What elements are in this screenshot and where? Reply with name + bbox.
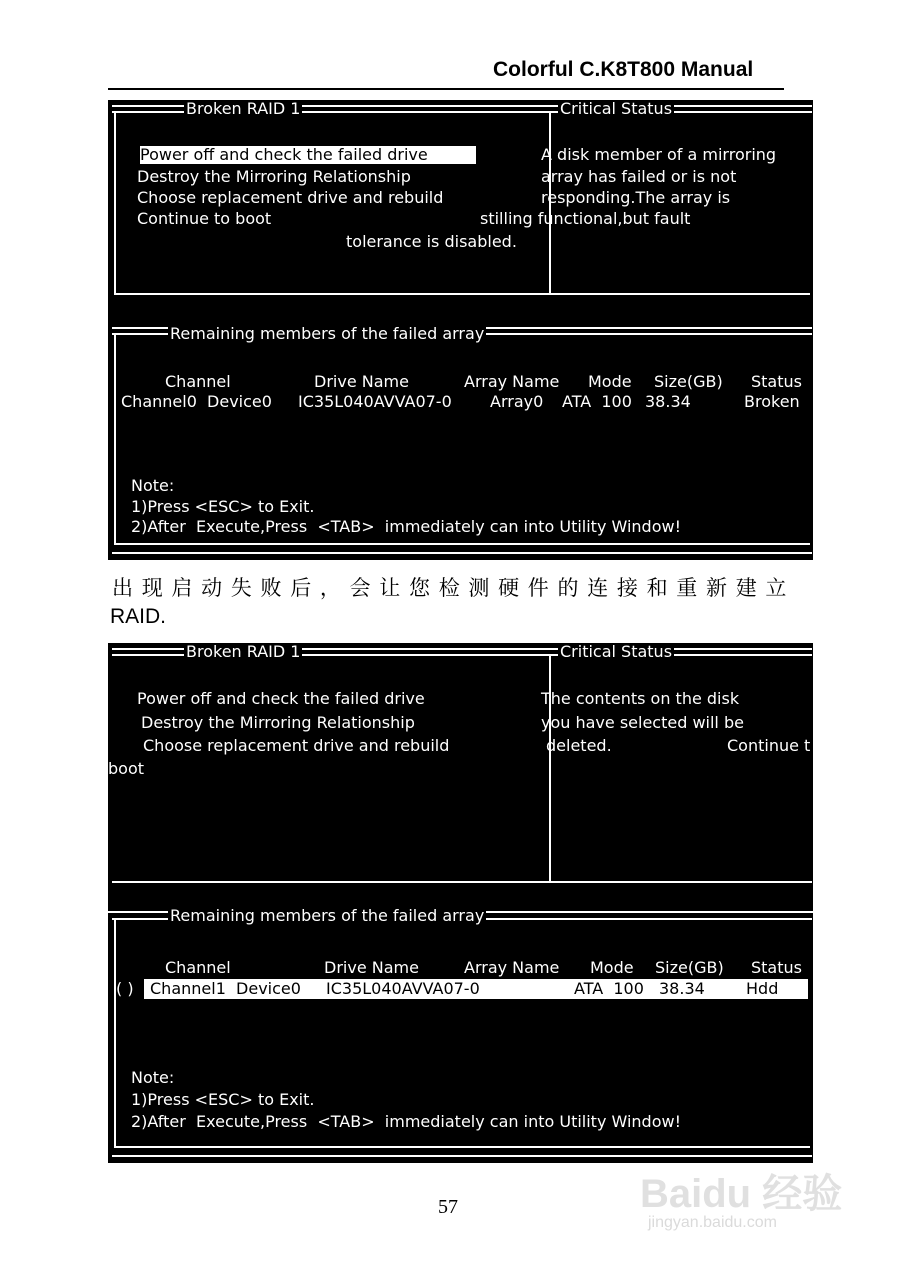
column-header-size: Size(GB) xyxy=(655,958,724,977)
column-header-array-name: Array Name xyxy=(464,958,560,977)
table-cell-size: 38.34 xyxy=(659,979,705,998)
table-cell-mode: ATA 100 xyxy=(574,979,644,998)
frame-line xyxy=(114,111,116,295)
page-number: 57 xyxy=(438,1196,458,1218)
table-cell-drive-name: IC35L040AVVA07-0 xyxy=(298,392,452,411)
menu-item-power-off[interactable]: Power off and check the failed drive xyxy=(140,146,476,164)
column-header-channel: Channel xyxy=(165,372,231,391)
frame-line xyxy=(112,552,812,554)
frame-line xyxy=(114,333,116,543)
menu-item-continue-boot-wrap[interactable]: boot xyxy=(108,759,145,778)
table-cell-size: 38.34 xyxy=(645,392,691,411)
menu-item-continue-boot[interactable]: Continue to boot xyxy=(137,209,272,228)
note-label: Note: xyxy=(131,476,175,495)
table-cell-status: Hdd xyxy=(746,979,779,998)
manual-title: Colorful C.K8T800 Manual xyxy=(493,58,754,81)
column-header-mode: Mode xyxy=(590,958,634,977)
panel-title-broken-raid: Broken RAID 1 xyxy=(186,642,301,661)
column-header-drive-name: Drive Name xyxy=(324,958,419,977)
frame-line xyxy=(112,881,812,883)
table-cell-drive-name: IC35L040AVVA07-0 xyxy=(326,979,480,998)
watermark-logo: Baidu 经验 xyxy=(640,1172,843,1216)
column-header-drive-name: Drive Name xyxy=(314,372,409,391)
status-text-line: The contents on the disk xyxy=(541,689,740,708)
status-text-line: tolerance is disabled. xyxy=(346,232,517,251)
panel-title-critical-status: Critical Status xyxy=(560,99,673,118)
status-text-line: responding.The array is xyxy=(541,188,731,207)
column-header-size: Size(GB) xyxy=(654,372,723,391)
raid-screenshot-2 xyxy=(108,643,813,1163)
menu-item-rebuild[interactable]: Choose replacement drive and rebuild xyxy=(137,188,444,207)
table-row-selected[interactable] xyxy=(144,979,808,999)
body-text-raid: RAID. xyxy=(110,605,167,628)
note-label: Note: xyxy=(131,1068,175,1087)
menu-item-power-off[interactable]: Power off and check the failed drive xyxy=(137,689,425,708)
status-text-line: you have selected will be xyxy=(541,713,744,732)
status-text-line: array has failed or is not xyxy=(541,167,737,186)
column-header-status: Status xyxy=(751,958,802,977)
body-text-chinese: 出现启动失败后，会让您检测硬件的连接和重新建立 xyxy=(112,576,796,600)
table-cell-mode: ATA 100 xyxy=(562,392,632,411)
note-line: 2)After Execute,Press <TAB> immediately can into Utility Window! xyxy=(131,1112,681,1131)
frame-line xyxy=(114,543,810,545)
frame-line xyxy=(114,1146,810,1148)
status-text-line: stilling functional,but fault xyxy=(480,209,691,228)
status-text-line: A disk member of a mirroring xyxy=(541,145,777,164)
status-text-line: deleted. xyxy=(546,736,612,755)
baidu-watermark xyxy=(640,1150,860,1240)
column-header-status: Status xyxy=(751,372,802,391)
menu-item-destroy-mirror[interactable]: Destroy the Mirroring Relationship xyxy=(141,713,415,732)
menu-item-continue-boot[interactable]: Continue t xyxy=(727,736,811,755)
note-line: 2)After Execute,Press <TAB> immediately can into Utility Window! xyxy=(131,517,681,536)
menu-item-rebuild[interactable]: Choose replacement drive and rebuild xyxy=(143,736,450,755)
table-cell-array-name: Array0 xyxy=(490,392,544,411)
row-checkbox[interactable]: ( ) xyxy=(116,979,134,998)
table-cell-status: Broken xyxy=(744,392,800,411)
column-header-array-name: Array Name xyxy=(464,372,560,391)
table-cell-channel: Channel1 Device0 xyxy=(150,979,301,998)
note-line: 1)Press <ESC> to Exit. xyxy=(131,1090,315,1109)
watermark-url: jingyan.baidu.com xyxy=(648,1214,777,1231)
panel-title-broken-raid: Broken RAID 1 xyxy=(186,99,301,118)
frame-line xyxy=(114,293,810,295)
table-cell-channel: Channel0 Device0 xyxy=(121,392,272,411)
frame-line xyxy=(114,918,116,1148)
note-line: 1)Press <ESC> to Exit. xyxy=(131,497,315,516)
raid-screenshot-1 xyxy=(108,100,813,560)
panel-title-remaining-members: Remaining members of the failed array xyxy=(170,324,485,343)
menu-item-destroy-mirror[interactable]: Destroy the Mirroring Relationship xyxy=(137,167,411,186)
column-header-channel: Channel xyxy=(165,958,231,977)
panel-title-critical-status: Critical Status xyxy=(560,642,673,661)
column-header-mode: Mode xyxy=(588,372,632,391)
header-rule xyxy=(108,88,784,90)
panel-title-remaining-members: Remaining members of the failed array xyxy=(170,906,485,925)
